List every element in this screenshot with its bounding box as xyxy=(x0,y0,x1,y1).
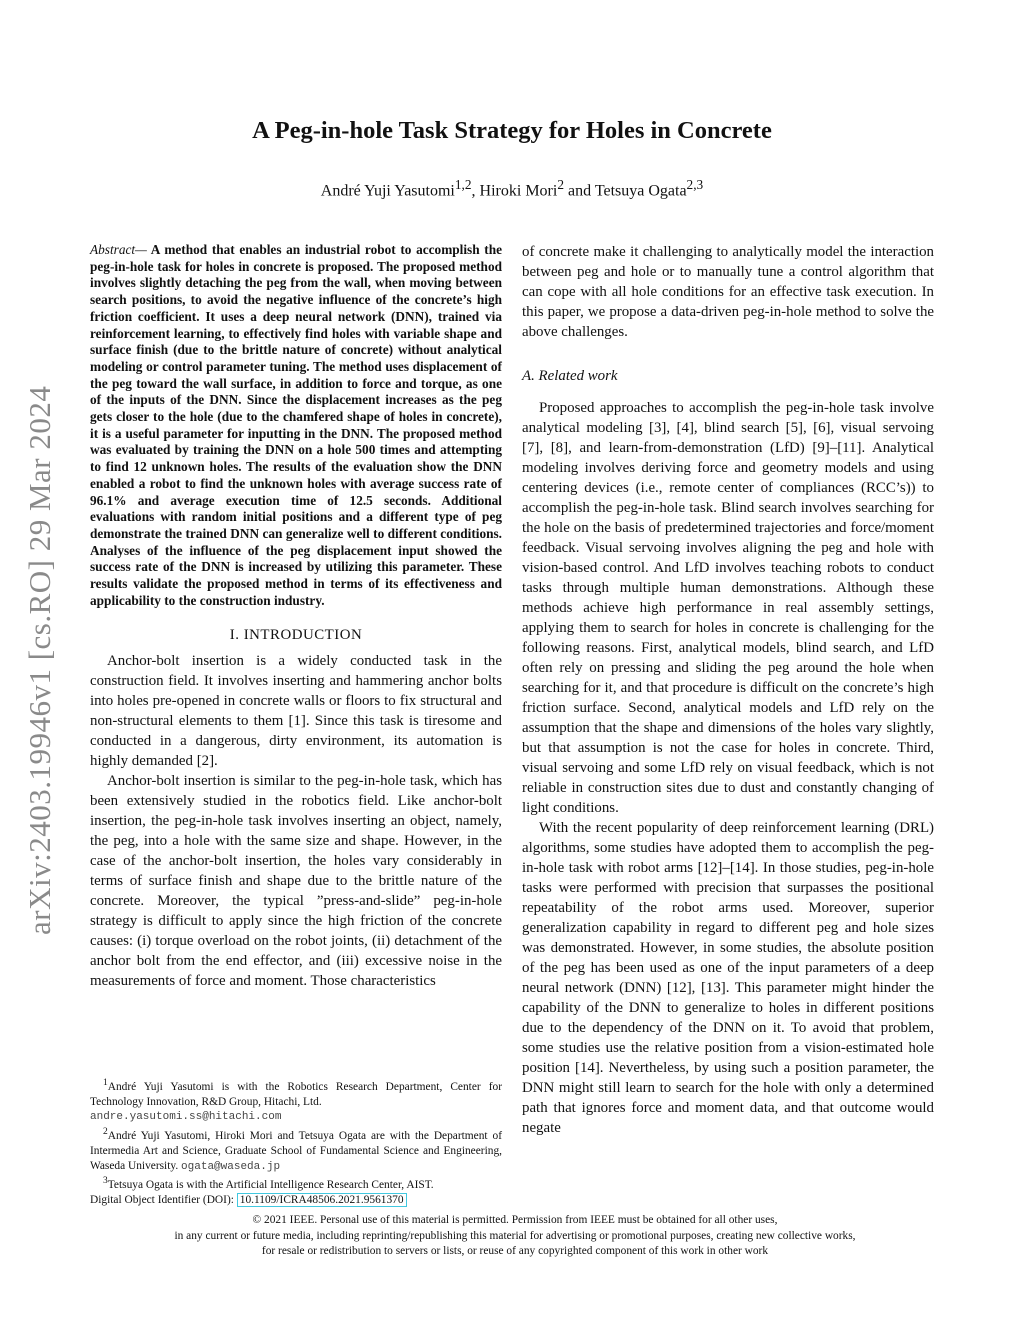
footnote-email[interactable]: ogata@waseda.jp xyxy=(181,1160,281,1173)
abstract xyxy=(90,242,502,609)
footnote-text: Tetsuya Ogata is with the Artificial Intelligence Research Center, AIST. xyxy=(107,1179,434,1192)
footnote xyxy=(90,1125,502,1174)
copyright-line: for resale or redistribution to servers or lists, or reuse of any copyrighted component of this work in other work xyxy=(261,1245,769,1257)
paragraph: of concrete make it challenging to analytically model the interaction between peg and hole or to manually tune a control algorithm that can cope with all hole conditions for an effective task execution. In this paper, we propose a data-driven peg-in-hole method to solve the above challenges. xyxy=(522,244,934,340)
left-column xyxy=(90,242,502,991)
author-name: André Yuji Yasutomi xyxy=(320,182,455,200)
footnote xyxy=(90,1174,502,1207)
footnote-marker: 2 xyxy=(103,1127,108,1138)
footnote xyxy=(90,1076,502,1125)
doi-link[interactable]: 10.1109/ICRA48506.2021.9561370 xyxy=(237,1193,407,1207)
paragraph: Proposed approaches to accomplish the peg-in-hole task involve analytical modeling [3], [4], blind search [5], [6], visual servoing [7], [8], and learn-from-demonstration (LfD) [9]–[11]. Analytical modeling involves deriving force and geometry models and using centering devices (i.e., remote center of compliances (RCC’s)) to accomplish the peg-in-hole task. Blind search involves searching for the hole on the basis of predetermined trajectories and force/moment feedback. Visual servoing involves aligning the peg and hole with vision-based control. And LfD involves teaching robots to conduct tasks through multiple human demonstrations. Although these methods achieve high performance in real assembly settings, applying them to search for holes in concrete is challenging for the following reasons. First, analytical models, blind search, and LfD often rely on pressing and sliding the peg around the hole when searching for it, and that procedure is difficult on the concrete’s high friction surface. Second, analytical models and LfD rely on the assumption that the shape and dimensions of the holes vary slightly, but that assumption is not the case for holes in concrete. Third, visual servoing and some LfD rely on visual feedback, which is not reliable in construction sites due to dust and constantly changing of light conditions. xyxy=(522,400,934,816)
paragraph: With the recent popularity of deep reinforcement learning (DRL) algorithms, some studies have adopted them to accomplish the peg-in-hole task with robot arms [12]–[14]. In those studies, peg-in-hole tasks were performed with precision that surpasses the positional repeatability of the robot arms used. Moreover, superior generalization capability in regard to different peg and hole sizes was demonstrated. However, in some studies, the absolute position of the peg has been used as one of the input parameters of a deep neural network (DNN) [12], [13]. This parameter might hinder the capability of the DNN to generalize to holes in different positions due to the dependency of the DNN on it. To avoid that problem, some studies use the relative position from a vision-estimated hole position [14]. Nevertheless, by using such a position parameter, the DNN might still learn to search for the hole with only a determined path that ignores force and moment data, and that outcome would negate xyxy=(522,820,934,1136)
abstract-label: Abstract— xyxy=(90,242,147,257)
paragraph: Anchor-bolt insertion is similar to the peg-in-hole task, which has been extensively studied in the robotics field. Like anchor-bolt insertion, the peg-in-hole task involves inserting an object, namely, the peg, into a hole with the same size and shape. However, in the case of the anchor-bolt insertion, the holes vary considerably in terms of surface finish and shape due to the brittle nature of the concrete. Moreover, the typical ”press-and-slide” peg-in-hole strategy is difficult to apply since the high friction of the concrete causes: (i) torque overload on the robot joints, (ii) detachment of the anchor bolt from the end effector, and (iii) excessive noise in the measurements of force and moment. Those characteristics xyxy=(90,773,502,990)
footnote-email[interactable]: andre.yasutomi.ss@hitachi.com xyxy=(90,1111,282,1124)
paper-title: A Peg-in-hole Task Strategy for Holes in Concrete xyxy=(252,117,772,144)
footnote-marker: 3 xyxy=(103,1176,108,1187)
author-affiliation: 2,3 xyxy=(686,177,704,192)
section-heading-introduction: I. INTRODUCTION xyxy=(229,627,363,644)
footnote-marker: 1 xyxy=(103,1078,108,1088)
doi-label: Digital Object Identifier (DOI): xyxy=(90,1193,237,1206)
copyright-line: in any current or future media, including reprinting/republishing this material for advertising or promotional purposes, creating new collective works, xyxy=(174,1229,856,1242)
paragraph: Anchor-bolt insertion is a widely conducted task in the construction field. It involves inserting and hammering anchor bolts into holes pre-opened in concrete walls or floors to fix structural and non-structural elements to them [1]. Since this task is tiresome and conducted in a dangerous, dirty environment, its automation is highly demanded [2]. xyxy=(90,653,502,770)
author-affiliation: 1,2 xyxy=(454,177,472,192)
author-list: André Yuji Yasutomi$^{1,2}$, Hiroki Mori$^2$ and Tetsuya Ogata$^{2,3}$ xyxy=(320,177,704,200)
author-name: Tetsuya Ogata xyxy=(594,182,687,200)
author-affiliation: 2 xyxy=(557,177,564,192)
author-name: Hiroki Mori xyxy=(479,182,558,200)
copyright-notice xyxy=(90,1213,940,1260)
author-separator: and xyxy=(564,182,595,200)
subsection-heading-related-work: A. Related work xyxy=(522,368,618,384)
copyright-line: © 2021 IEEE. Personal use of this material is permitted. Permission from IEEE must be obtained for all other uses, xyxy=(252,1214,778,1226)
arxiv-identifier: arXiv:2403.19946v1 [cs.RO] 29 Mar 2024 xyxy=(22,385,57,935)
footnotes xyxy=(90,1076,502,1208)
footnote-text: André Yuji Yasutomi, Hiroki Mori and Tetsuya Ogata are with the Department of Intermedia Art and Science, Graduate School of Fundamental Science and Engineering, Waseda University. xyxy=(90,1129,502,1172)
abstract-text: A method that enables an industrial robot to accomplish the peg-in-hole task for holes in concrete is proposed. The proposed method involves slightly detaching the peg from the wall, when moving between search positions, to avoid the negative influence of the concrete’s high friction coefficient. It uses a deep neural network (DNN), trained via reinforcement learning, to effectively find holes with variable shape and surface finish (due to the brittle nature of concrete) without analytical modeling or control parameter tuning. The method uses displacement of the peg toward the wall surface, in addition to force and torque, as one of the inputs of the DNN. Since the displacement increases as the peg gets closer to the hole (due to the chamfered shape of holes in concrete), it is a useful parameter for inputting in the DNN. The proposed method was evaluated by training the DNN on a hole 500 times and attempting to find 12 unknown holes. The results of the evaluation show the DNN enabled a robot to find the unknown holes with average success rate of 96.1% and average execution time of 12.5 seconds. Additional evaluations with random initial positions and a different type of peg demonstrate the trained DNN can generalize well to different conditions. Analyses of the influence of the peg displacement input showed the success rate of the DNN is increased by utilizing this parameter. These results validate the proposed method in terms of its effectiveness and applicability to the construction industry. xyxy=(90,242,502,608)
footnote-text: André Yuji Yasutomi is with the Robotics Research Department, Center for Technology Innovation, R&D Group, Hitachi, Ltd. xyxy=(90,1080,502,1108)
right-column xyxy=(522,242,934,1138)
